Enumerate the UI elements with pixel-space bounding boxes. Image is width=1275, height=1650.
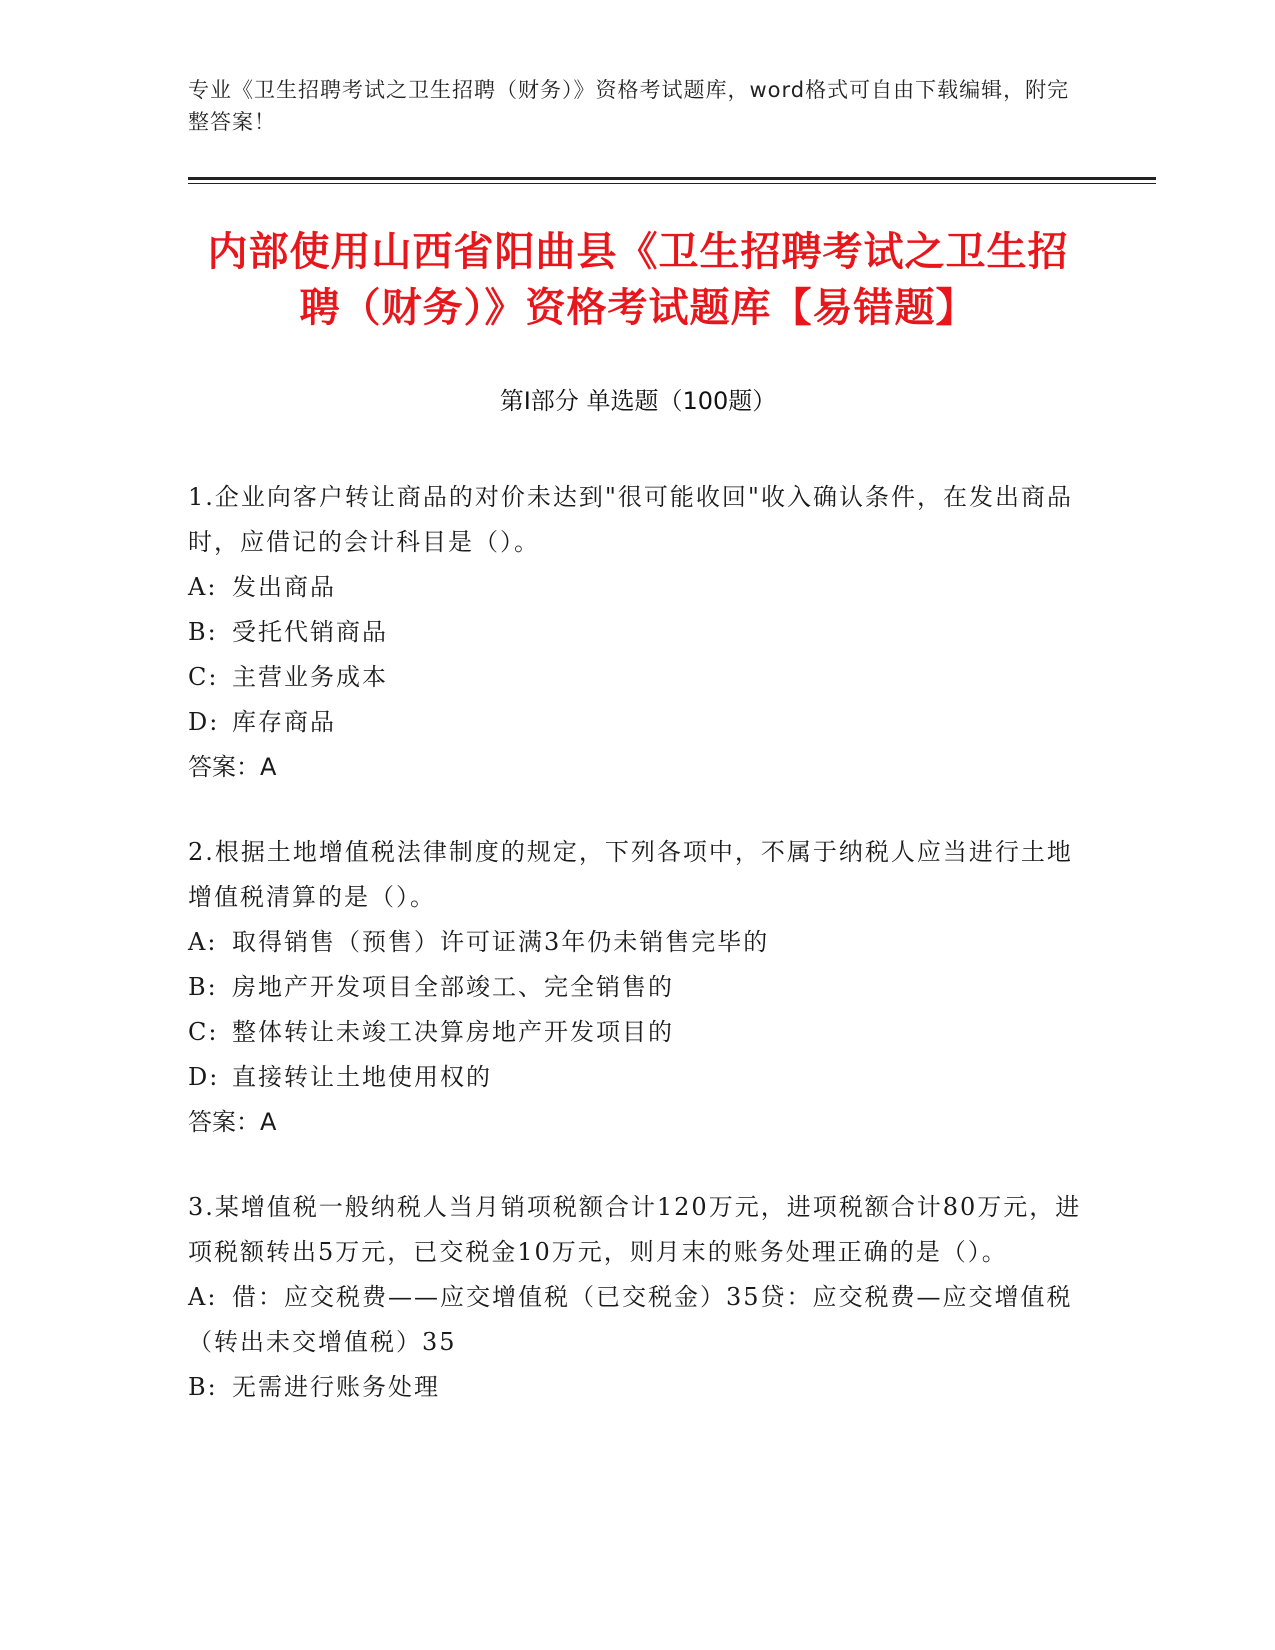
- answer-line: 答案：A: [188, 1108, 277, 1136]
- option-c: [188, 655, 1088, 700]
- option-a: [188, 1275, 1088, 1365]
- option-d: [188, 700, 1088, 745]
- option-letter: B:: [188, 973, 218, 1001]
- option-letter: A:: [188, 1283, 218, 1311]
- option-text: 受托代销商品: [232, 618, 388, 646]
- option-a: [188, 920, 1088, 965]
- option-a: [188, 565, 1088, 610]
- header-note: 专业《卫生招聘考试之卫生招聘（财务）》资格考试题库，word格式可自由下载编辑，附完整答案！: [188, 78, 1070, 134]
- question-stem: 2.根据土地增值税法律制度的规定，下列各项中，不属于纳税人应当进行土地增值税清算的是（）。: [188, 838, 1073, 911]
- answer-line: 答案：A: [188, 753, 277, 781]
- option-text: 库存商品: [232, 708, 336, 736]
- question-3: [188, 1185, 1088, 1410]
- section-heading: 第Ⅰ部分 单选题（100题）: [499, 387, 777, 415]
- option-letter: C:: [188, 663, 219, 691]
- option-text: 房地产开发项目全部竣工、完全销售的: [232, 973, 674, 1001]
- document-title: 内部使用山西省阳曲县《卫生招聘考试之卫生招聘（财务）》资格考试题库【易错题】: [207, 229, 1069, 331]
- option-text: 发出商品: [232, 573, 336, 601]
- option-c: [188, 1010, 1088, 1055]
- header-rule-thick: [188, 177, 1156, 180]
- option-text: 无需进行账务处理: [232, 1373, 440, 1401]
- option-letter: B:: [188, 1373, 218, 1401]
- question-stem: 1.企业向客户转让商品的对价未达到"很可能收回"收入确认条件，在发出商品时，应借记的会计科目是（）。: [188, 483, 1073, 556]
- option-letter: D:: [188, 1063, 220, 1091]
- option-b: [188, 1365, 1088, 1410]
- option-text: 借：应交税费——应交增值税（已交税金）35贷：应交税费—应交增值税（转出未交增值税）35: [188, 1283, 1073, 1356]
- option-b: [188, 965, 1088, 1010]
- option-letter: A:: [188, 573, 218, 601]
- option-b: [188, 610, 1088, 655]
- header-rule-thin: [188, 183, 1156, 184]
- option-d: [188, 1055, 1088, 1100]
- question-1: [188, 475, 1088, 790]
- option-letter: C:: [188, 1018, 219, 1046]
- option-letter: D:: [188, 708, 220, 736]
- question-stem: 3.某增值税一般纳税人当月销项税额合计120万元，进项税额合计80万元，进项税额转出5万元，已交税金10万元，则月末的账务处理正确的是（）。: [188, 1193, 1082, 1266]
- option-text: 直接转让土地使用权的: [232, 1063, 492, 1091]
- option-letter: A:: [188, 928, 218, 956]
- option-text: 主营业务成本: [232, 663, 388, 691]
- option-letter: B:: [188, 618, 218, 646]
- option-text: 整体转让未竣工决算房地产开发项目的: [232, 1018, 674, 1046]
- question-2: [188, 830, 1088, 1145]
- option-text: 取得销售（预售）许可证满3年仍未销售完毕的: [232, 928, 770, 956]
- question-list: [188, 475, 1088, 1450]
